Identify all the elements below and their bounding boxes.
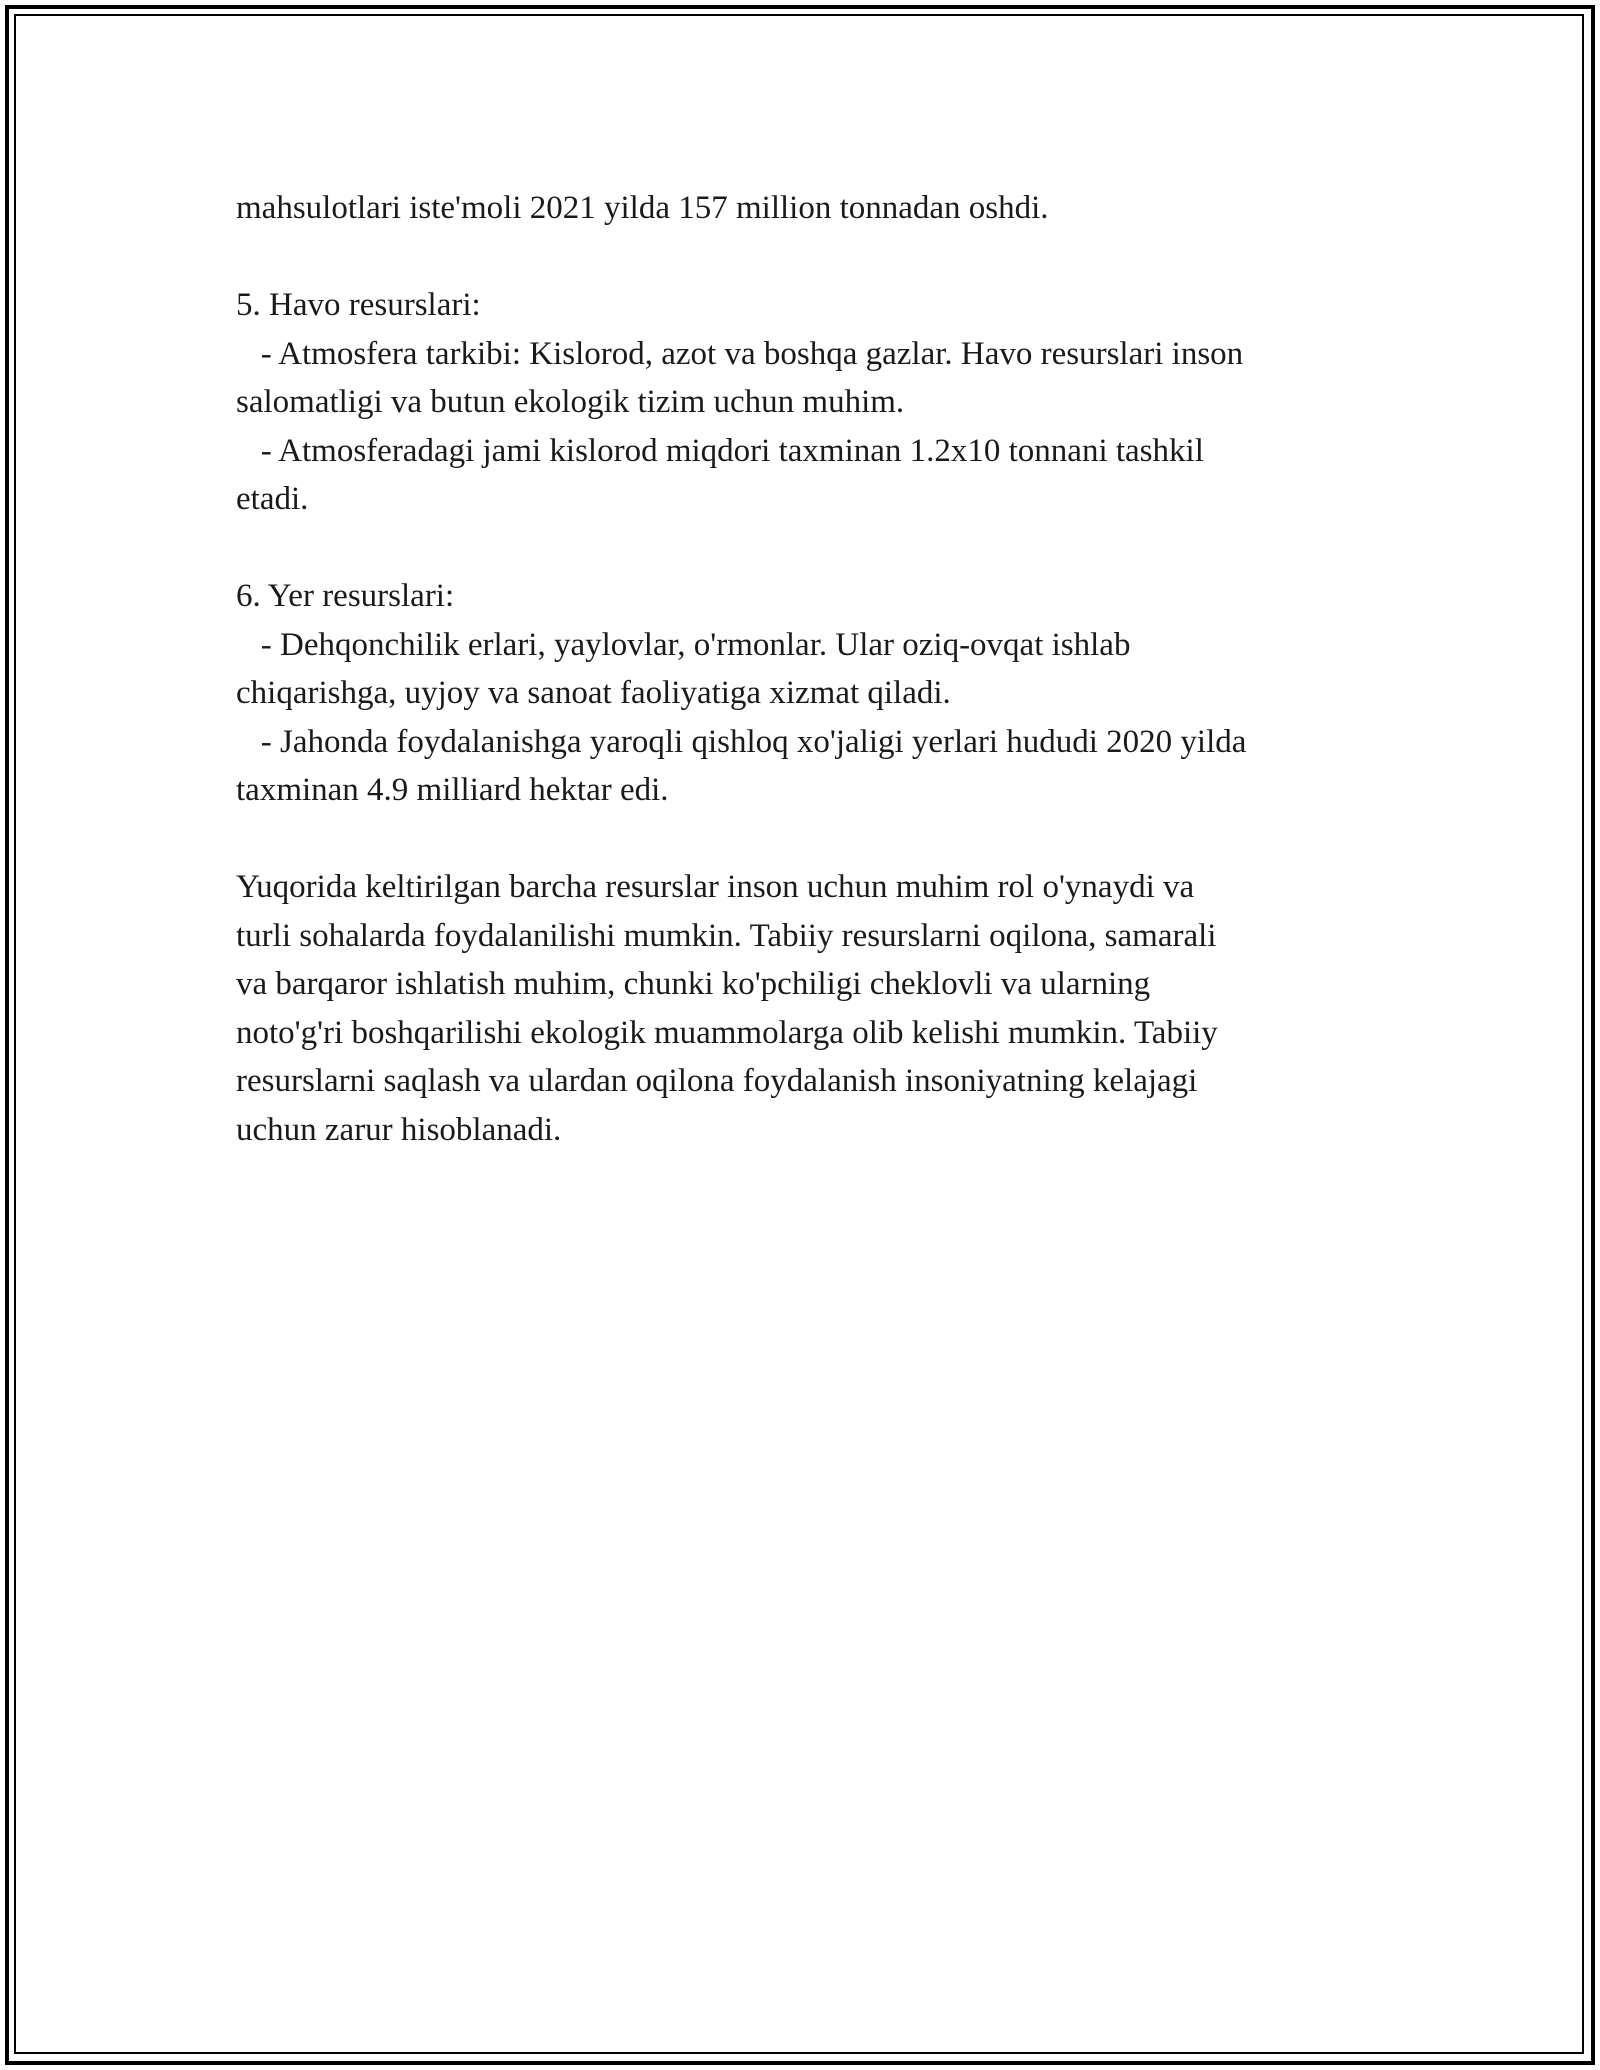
section-havo-resurslari bbox=[236, 281, 1376, 524]
section-heading: 6. Yer resurslari: bbox=[236, 578, 455, 614]
section-line: - Atmosfera tarkibi: Kislorod, azot va boshqa gazlar. Havo resurslari inson bbox=[236, 335, 1244, 372]
section-yer-resurslari bbox=[236, 572, 1376, 815]
paragraph-line: noto'g'ri boshqarilishi ekologik muammolarga olib kelishi mumkin. Tabiiy bbox=[236, 1014, 1218, 1051]
section-line: - Dehqonchilik erlari, yaylovlar, o'rmonlar. Ular oziq-ovqat ishlab bbox=[236, 626, 1131, 663]
section-line: taxminan 4.9 milliard hektar edi. bbox=[236, 772, 669, 808]
paragraph-line: turli sohalarda foydalanilishi mumkin. Tabiiy resurslarni oqilona, samarali bbox=[236, 917, 1217, 954]
paragraph-line: uchun zarur hisoblanadi. bbox=[236, 1111, 562, 1148]
paragraph-line: resurslarni saqlash va ulardan oqilona foydalanish insoniyatning kelajagi bbox=[236, 1063, 1198, 1099]
conclusion-paragraph bbox=[236, 863, 1376, 1154]
paragraph-gap bbox=[236, 524, 1376, 573]
paragraph-gap bbox=[236, 815, 1376, 864]
intro-line: mahsulotlari iste'moli 2021 yilda 157 million tonnadan oshdi. bbox=[236, 190, 1049, 226]
paragraph-line: Yuqorida keltirilgan barcha resurslar inson uchun muhim rol o'ynaydi va bbox=[236, 869, 1195, 905]
section-line: chiqarishga, uyjoy va sanoat faoliyatiga xizmat qiladi. bbox=[236, 675, 951, 711]
document-body bbox=[236, 184, 1376, 1154]
paragraph-gap bbox=[236, 233, 1376, 282]
section-heading: 5. Havo resurslari: bbox=[236, 287, 481, 323]
section-line: - Jahonda foydalanishga yaroqli qishloq xo'jaligi yerlari hududi 2020 yilda bbox=[236, 723, 1247, 760]
paragraph-line: va barqaror ishlatish muhim, chunki ko'pchiligi cheklovli va ularning bbox=[236, 966, 1151, 1002]
section-line: - Atmosferadagi jami kislorod miqdori taxminan 1.2x10 tonnani tashkil bbox=[236, 432, 1204, 469]
section-line: salomatligi va butun ekologik tizim uchun muhim. bbox=[236, 384, 905, 420]
section-line: etadi. bbox=[236, 481, 309, 517]
